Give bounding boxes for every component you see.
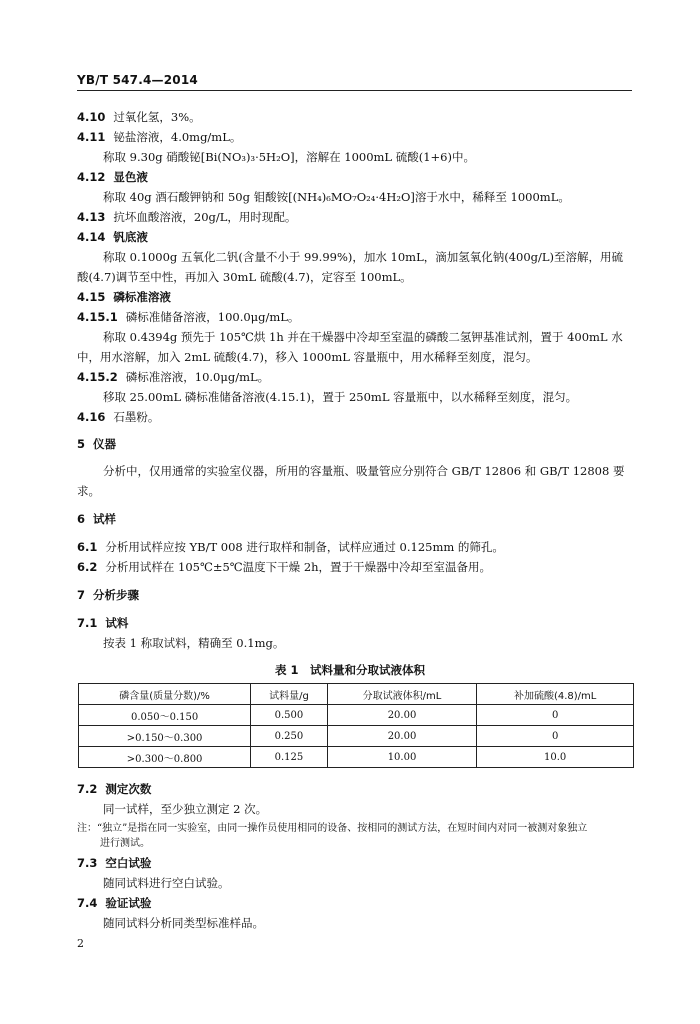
table-cell: 0: [477, 705, 634, 726]
clause-text: 按表 1 称取试料，精确至 0.1mg。: [103, 636, 285, 650]
clause-text: 同一试样，至少独立测定 2 次。: [103, 802, 268, 816]
table-cell: 10.0: [477, 747, 634, 768]
page-number: 2: [77, 937, 84, 950]
standard-code: YB/T 547.4—2014: [77, 73, 198, 87]
clause-4-15-1: 4.15.1 磷标准储备溶液，100.0μg/mL。: [77, 310, 300, 324]
clause-7-4: 7.4 验证试验: [77, 896, 152, 910]
clause-text: 移取 25.00mL 磷标准储备溶液(4.15.1)，置于 250mL 容量瓶中，以水稀释至刻度，混匀。: [103, 390, 578, 404]
table-cell: 0.050～0.150: [79, 705, 251, 726]
table-header-row: [79, 684, 634, 705]
table-cell: 10.00: [327, 747, 477, 768]
clause-text: 分析中，仅用通常的实验室仪器，所用的容量瓶、吸量管应分别符合 GB/T 12806 和 GB/T 12808 要: [103, 464, 625, 478]
clause-text: 称取 0.4394g 预先于 105℃烘 1h 并在干燥器中冷却至室温的磷酸二氢钾基准试剂，置于 400mL 水: [103, 330, 623, 344]
clause-7-2: 7.2 测定次数: [77, 782, 152, 796]
note-text: 注：“独立”是指在同一实验室，由同一操作员使用相同的设备、按相同的测试方法，在短时间内对同一被测对象独立: [77, 823, 588, 834]
table-cell: 20.00: [327, 726, 477, 747]
table-row: [79, 705, 634, 726]
clause-4-13: 4.13 抗坏血酸溶液，20g/L，用时现配。: [77, 210, 297, 224]
table-cell: 0.125: [251, 747, 327, 768]
clause-4-16: 4.16 石墨粉。: [77, 410, 160, 424]
clause-text: 随同试料进行空白试验。: [103, 876, 230, 890]
clause-text: 称取 9.30g 硝酸铋[Bi(NO₃)₃·5H₂O]，溶解在 1000mL 硫酸(1+6)中。: [103, 150, 475, 164]
table-cell: 20.00: [327, 705, 477, 726]
clause-text: 称取 0.1000g 五氧化二钒(含量不小于 99.99%)，加水 10mL，滴加氢氧化钠(400g/L)至溶解，用硫: [103, 250, 624, 264]
clause-4-15-2: 4.15.2 磷标准溶液，10.0μg/mL。: [77, 370, 270, 384]
clause-4-15: 4.15 磷标准溶液: [77, 290, 171, 304]
clause-6-2: 6.2 分析用试样在 105℃±5℃温度下干燥 2h，置于干燥器中冷却至室温备用。: [77, 560, 492, 574]
table-cell: 0: [477, 726, 634, 747]
table-cell: >0.300～0.800: [79, 747, 251, 768]
sample-table: [78, 683, 634, 768]
table-caption: 表 1 试料量和分取试液体积: [274, 663, 425, 677]
clause-text: 称取 40g 酒石酸钾钠和 50g 钼酸铵[(NH₄)₆MO₇O₂₄·4H₂O]溶于水中，稀释至 1000mL。: [103, 190, 570, 204]
section-6-heading: 6 试样: [77, 512, 117, 526]
table-header-cell: 试料量/g: [251, 684, 327, 705]
clause-6-1: 6.1 分析用试样应按 YB/T 008 进行取样和制备，试样应通过 0.125mm 的筛孔。: [77, 540, 504, 554]
clause-7-3: 7.3 空白试验: [77, 856, 152, 870]
note-text: 进行测试。: [100, 838, 150, 849]
clause-text: 中，用水溶解，加入 2mL 硫酸(4.7)，移入 1000mL 容量瓶中，用水稀释至刻度，混匀。: [77, 350, 538, 364]
table-header-cell: 磷含量(质量分数)/%: [79, 684, 251, 705]
clause-4-10: 4.10 过氧化氢，3%。: [77, 110, 201, 124]
clause-4-11: 4.11 铋盐溶液，4.0mg/mL。: [77, 130, 242, 144]
section-7-heading: 7 分析步骤: [77, 588, 140, 602]
header-rule: [77, 90, 632, 91]
table-cell: 0.250: [251, 726, 327, 747]
clause-text: 求。: [77, 484, 100, 498]
table-row: [79, 747, 634, 768]
table-header-cell: 补加硫酸(4.8)/mL: [477, 684, 634, 705]
clause-text: 酸(4.7)调节至中性，再加入 30mL 硫酸(4.7)，定容至 100mL。: [77, 270, 412, 284]
table-cell: 0.500: [251, 705, 327, 726]
section-5-heading: 5 仪器: [77, 437, 117, 451]
table-header-cell: 分取试液体积/mL: [327, 684, 477, 705]
clause-7-1: 7.1 试料: [77, 616, 129, 630]
table-cell: >0.150～0.300: [79, 726, 251, 747]
clause-4-14: 4.14 钒底液: [77, 230, 148, 244]
clause-text: 随同试料分析同类型标准样品。: [103, 916, 264, 930]
table-row: [79, 726, 634, 747]
clause-4-12: 4.12 显色液: [77, 170, 148, 184]
